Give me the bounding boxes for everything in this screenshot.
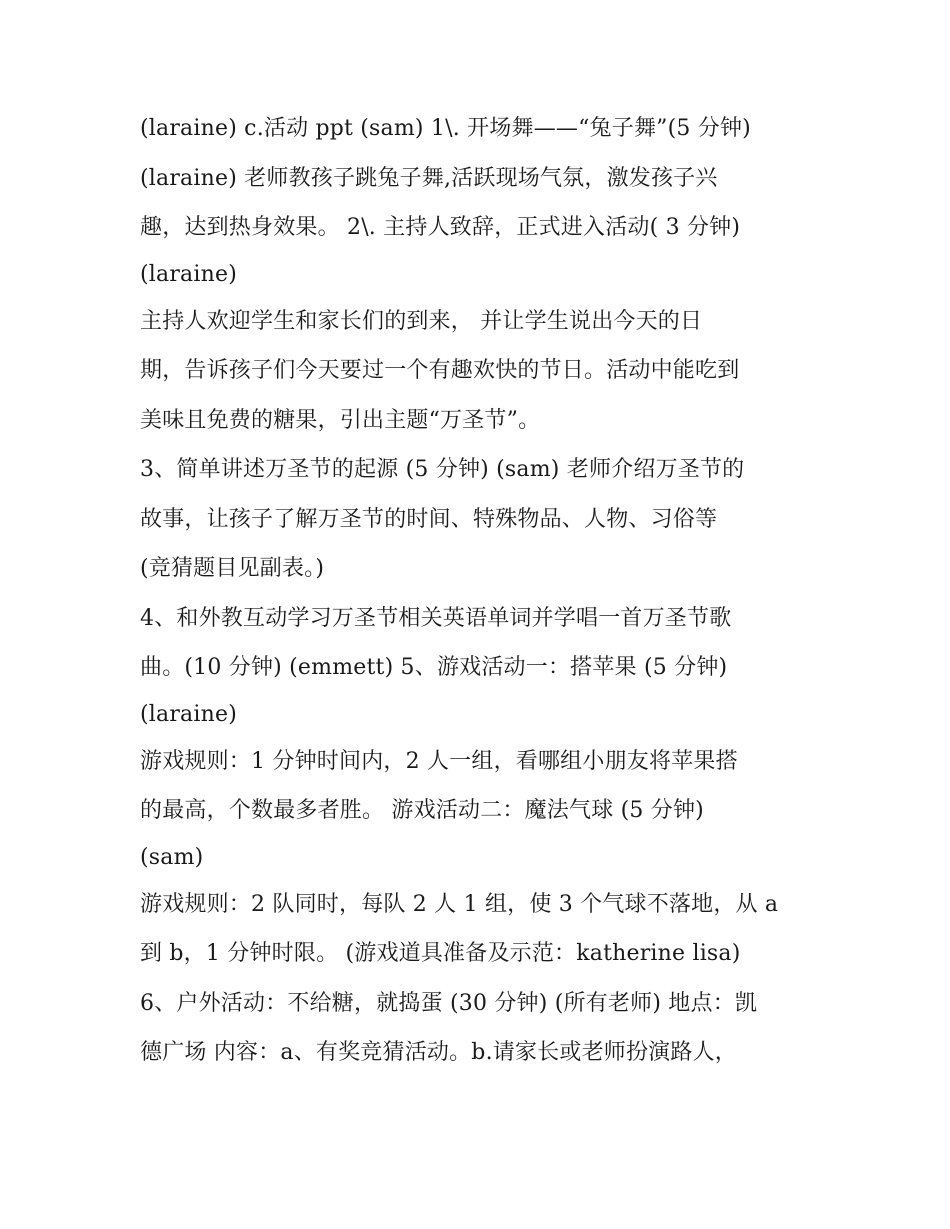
text-line: (laraine) [140,261,237,287]
text-line: 到 b，1 分钟时限。 (游戏道具准备及示范：katherine lisa) [140,941,741,966]
document-page [140,104,820,1078]
text-line: 故事，让孩子了解万圣节的时间、特殊物品、人物、习俗等 [140,506,718,532]
text-line: 游戏规则：1 分钟时间内，2 人一组，看哪组小朋友将苹果搭 [140,748,738,774]
text-line: (竞猜题目见副表。) [140,556,325,581]
text-line: 4、和外教互动学习万圣节相关英语单词并学唱一首万圣节歌 [140,605,732,631]
text-line: 德广场 内容：a、有奖竞猜活动。b.请家长或老师扮演路人， [140,1040,737,1065]
text-line: 曲。(10 分钟) (emmett) 5、游戏活动一：搭苹果 (5 分钟) [140,655,728,680]
text-line: 6、户外活动：不给糖，就捣蛋 (30 分钟) (所有老师) 地点：凯 [140,990,758,1016]
text-line: 3、简单讲述万圣节的起源 (5 分钟) (sam) 老师介绍万圣节的 [140,457,745,482]
text-line: (laraine) c.活动 ppt (sam) 1\. 开场舞——“兔子舞”(5 分钟) [140,116,751,141]
text-line: (laraine) 老师教孩子跳兔子舞,活跃现场气氛，激发孩子兴 [140,165,718,191]
text-line: (laraine) [140,701,237,727]
text-line: 游戏规则：2 队同时，每队 2 人 1 组，使 3 个气球不落地，从 a [140,891,779,917]
text-line: 趣，达到热身效果。 2\. 主持人致辞，正式进入活动( 3 分钟) [140,215,741,240]
text-line: 期，告诉孩子们今天要过一个有趣欢快的节日。活动中能吃到 [140,358,740,383]
text-line: 的最高，个数最多者胜。 游戏活动二：魔法气球 (5 分钟) [140,798,704,823]
text-line: 美味且免费的糖果，引出主题“万圣节”。 [140,407,541,433]
text-line: 主持人欢迎学生和家长们的到来， 并让学生说出今天的日 [140,308,703,334]
text-line: (sam) [140,844,204,870]
